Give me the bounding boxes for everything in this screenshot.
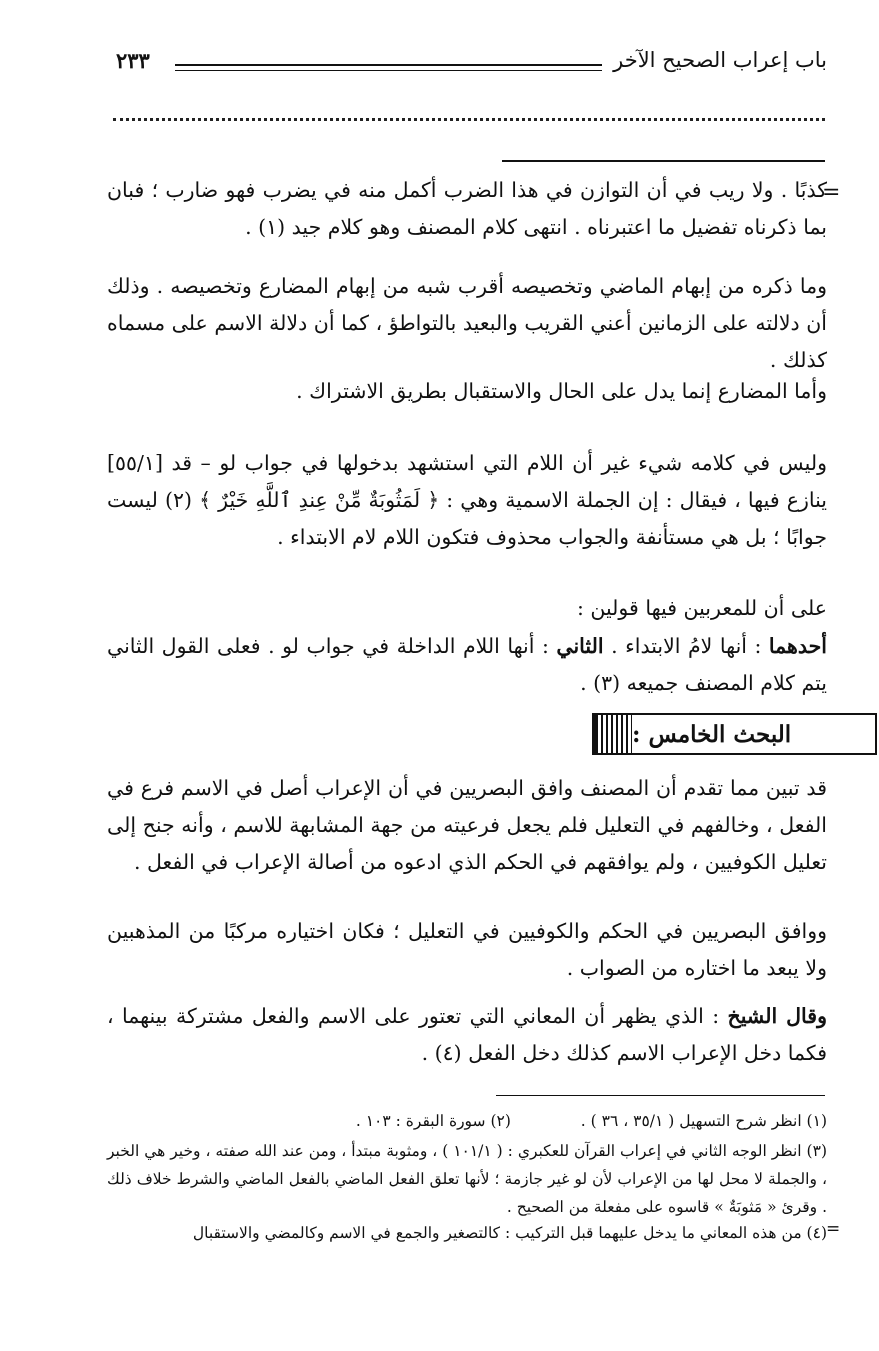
running-header-title: باب إعراب الصحيح الآخر: [613, 48, 827, 72]
paragraph-2: وما ذكره من إبهام الماضي وتخصيصه أقرب شبه من إبهام المضارع وتخصيصه . وذلك أن دلالته على الزمانين أعني القريب والبعيد بالتواطؤ ، كما أن دلالة الاسم على مسماه كذلك .: [107, 274, 827, 372]
footnote-1: (١) انظر شرح التسهيل ( ٣٥/١ ، ٣٦ ) .: [580, 1112, 827, 1130]
paragraph-9: [107, 998, 827, 1072]
dotted-separator: [113, 118, 825, 124]
section-heading-box: [592, 713, 877, 755]
footnote-3: (٣) انظر الوجه الثاني في إعراب القرآن للعكبري : ( ١٠١/١ ) ، ومثوبة مبتدأ ، ومن عند الله صفته ، وخير هي الخبر ، والجملة لا محل لها من الإعراب لأن لو غير جازمة ؛ لأنها تعلق الفعل الماضي بالفعل الماضي والشرط خلاف ذلك . وقرئ « مَثوبَةٌ » قاسوه على مفعلة من الصحيح .: [107, 1142, 827, 1216]
second-opinion-label: الثاني: [556, 634, 604, 658]
section-heading-ornament: [594, 715, 632, 753]
sheikh-quote: : الذي يظهر أن المعاني التي تعتور على الاسم والفعل مشتركة بينهما ، فكما دخل الإعراب الاسم كذلك دخل الفعل (٤) .: [107, 1004, 827, 1065]
continuation-mark: =: [822, 180, 841, 205]
paragraph-6: [107, 628, 827, 702]
footnote-row-1: [107, 1107, 827, 1135]
page-number: ٢٣٣: [116, 48, 150, 73]
paragraph-1: كذبًا . ولا ريب في أن التوازن في هذا الضرب أكمل منه في يضرب فهو ضارب ؛ فبان بما ذكرناه تفضيل ما اعتبرناه . انتهى كلام المصنف وهو كلام جيد (١) .: [107, 178, 827, 239]
paragraph-4: وليس في كلامه شيء غير أن اللام التي استشهد بدخولها في جواب لو – قد [٥٥/١] ينازع فيها ، فيقال : إن الجملة الاسمية وهي : ﴿ لَمَثُوبَةٌ مِّنْ عِندِ ٱللَّهِ خَيْرٌ ﴾ (٢) ليست جوابًا ؛ بل هي مستأنفة والجواب محذوف فتكون اللام لام الابتداء .: [107, 451, 827, 549]
paragraph-8: ووافق البصريين في الحكم والكوفيين في التعليل ؛ فكان اختياره مركبًا من المذهبين ولا يبعد ما اختاره من الصواب .: [107, 919, 827, 980]
first-opinion-label: أحدهما: [768, 634, 827, 658]
footnote-rule: [496, 1095, 825, 1096]
footnote-2: (٢) سورة البقرة : ١٠٣ .: [355, 1112, 511, 1130]
paragraph-5: على أن للمعربين فيها قولين :: [576, 596, 827, 620]
footnote-continuation-mark: =: [826, 1219, 841, 1239]
section-heading: البحث الخامس :: [632, 720, 792, 748]
header-rule: [175, 64, 602, 71]
sheikh-label: وقال الشيخ: [727, 1004, 827, 1028]
paragraph-7: قد تبين مما تقدم أن المصنف وافق البصريين في أن الإعراب أصل في الاسم فرع في الفعل ، وخالفهم في التعليل فلم يجعل فرعيته من جهة المشابهة للاسم ، وأنه جنح إلى تعليل الكوفيين ، ولم يوافقهم في الحكم الذي ادعوه من أصالة الإعراب في الفعل .: [107, 776, 827, 874]
paragraph-3: وأما المضارع إنما يدل على الحال والاستقبال بطريق الاشتراك .: [296, 379, 827, 403]
second-opinion-text: : أنها اللام الداخلة في جواب لو . فعلى القول الثاني يتم كلام المصنف جميعه (٣) .: [107, 634, 827, 695]
first-opinion-text: : أنها لامُ الابتداء .: [611, 634, 762, 658]
footnote-4: (٤) من هذه المعاني ما يدخل عليهما قبل التركيب : كالتصغير والجمع في الاسم وكالمضي والاستقبال: [192, 1224, 827, 1242]
continuation-footnote-rule: [502, 160, 825, 162]
